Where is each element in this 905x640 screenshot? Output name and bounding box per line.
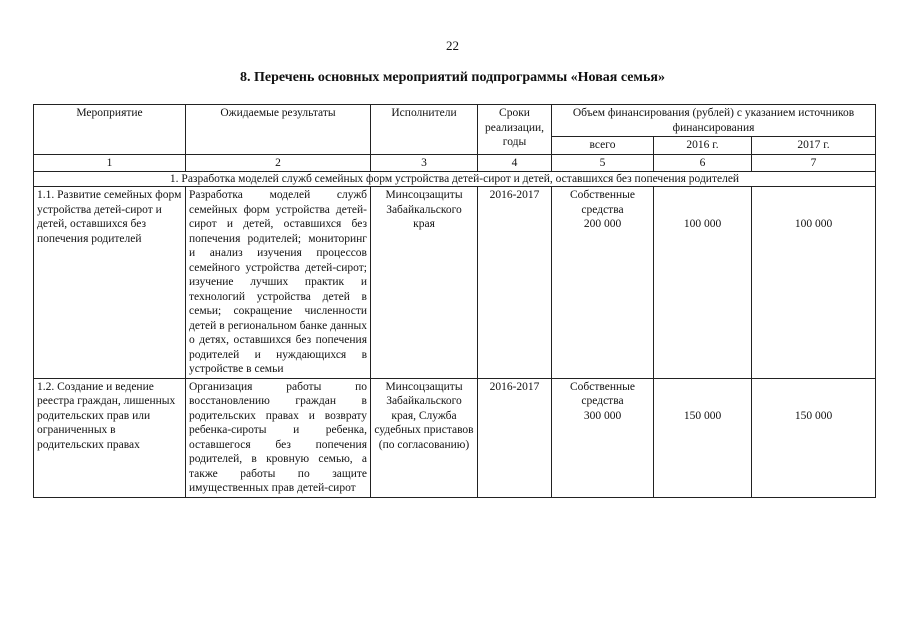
row-source: Собственные средства <box>569 380 635 407</box>
table-row <box>34 378 876 497</box>
row-source: Собственные средства <box>569 189 635 216</box>
events-table <box>33 104 876 498</box>
column-number-row <box>34 154 876 172</box>
row-total-cell <box>552 187 654 379</box>
row-event: 1.1. Развитие семейных форм устройства детей-сирот и детей, оставшихся без попечения родителей <box>34 187 186 379</box>
section-title: 1. Разработка моделей служб семейных форм устройства детей-сирот и детей, оставшихся без попечения родителей <box>34 172 876 187</box>
column-number: 7 <box>752 154 876 172</box>
row-terms: 2016-2017 <box>478 187 552 379</box>
header-2017: 2017 г. <box>752 137 876 155</box>
row-total: 200 000 <box>583 218 622 230</box>
row-2017: 100 000 <box>752 187 876 379</box>
row-total-cell <box>552 378 654 497</box>
column-number: 4 <box>478 154 552 172</box>
column-number: 3 <box>371 154 478 172</box>
row-total: 300 000 <box>583 409 622 422</box>
column-number: 2 <box>186 154 371 172</box>
column-number: 5 <box>552 154 654 172</box>
header-terms: Сроки реализации, годы <box>478 105 552 155</box>
header-executors: Исполнители <box>371 105 478 155</box>
header-financing: Объем финансирования (рублей) с указанием источников финансирования <box>552 105 876 137</box>
row-results: Разработка моделей служб семейных форм устройства детей-сирот и детей, оставшихся без попечения родителей; мониторинг и анализ изучения процессов семейного устройства детей-сирот; изучение лучших практик и технологий устройства детей в семьи; сокращение численности детей в региональном банке данных о детях, оставшихся без попечения родителей и нуждающихся в устройстве в семьи <box>186 187 371 379</box>
section-row <box>34 172 876 187</box>
column-number: 1 <box>34 154 186 172</box>
row-results: Организация работы по восстановлению граждан в родительских правах и возврату ребенка-сироты и ребенка, оставшегося без попечения родителей, в кровную семью, а также работы по защите имущественных прав детей-сирот <box>186 378 371 497</box>
page-title: 8. Перечень основных мероприятий подпрограммы «Новая семья» <box>240 70 665 85</box>
row-event: 1.2. Создание и ведение реестра граждан, лишенных родительских прав или ограниченных в родительских правах <box>34 378 186 497</box>
row-2016: 150 000 <box>654 378 752 497</box>
row-executors: Минсоцзащиты Забайкальского края <box>371 187 478 379</box>
table-row <box>34 187 876 379</box>
header-total: всего <box>552 137 654 155</box>
page-number: 22 <box>446 38 459 53</box>
row-executors: Минсоцзащиты Забайкальского края, Служба судебных приставов (по согласованию) <box>371 378 478 497</box>
row-terms: 2016-2017 <box>478 378 552 497</box>
header-results: Ожидаемые результаты <box>186 105 371 155</box>
row-2016: 100 000 <box>654 187 752 379</box>
header-row <box>34 105 876 137</box>
header-2016: 2016 г. <box>654 137 752 155</box>
column-number: 6 <box>654 154 752 172</box>
header-event: Мероприятие <box>34 105 186 155</box>
row-2017: 150 000 <box>752 378 876 497</box>
